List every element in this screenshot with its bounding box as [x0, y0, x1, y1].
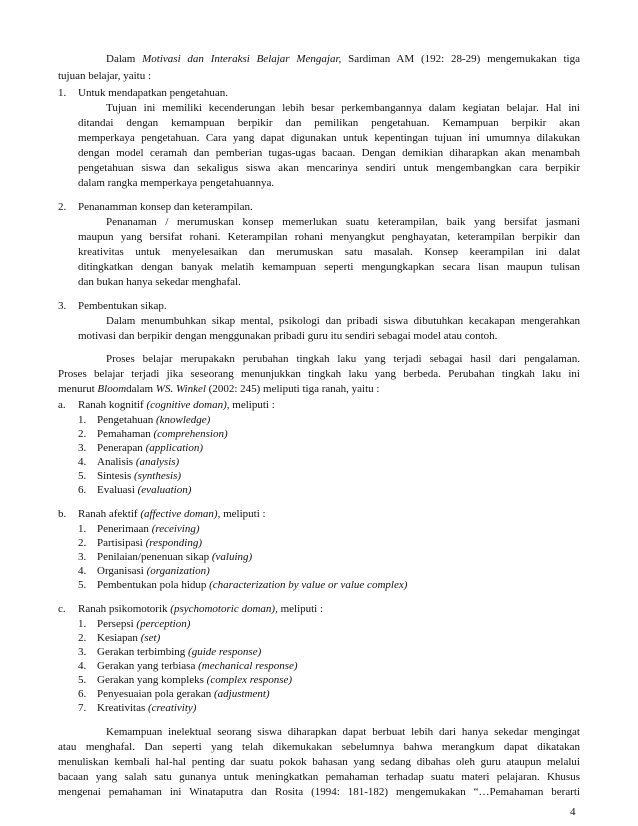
domain-letter: b. — [58, 508, 67, 520]
item-text: Penerimaan — [97, 523, 152, 535]
list-item-number: 4. — [78, 660, 87, 672]
list-item-number: 2. — [78, 537, 87, 549]
domain-name: Ranah psikomotorik — [78, 603, 171, 615]
item-text: Analisis — [97, 456, 136, 468]
domain-name: Ranah afektif — [78, 508, 141, 520]
intro-line-2: tujuan belajar, yaitu : — [58, 70, 152, 82]
item-english: (characterization by value or value complex) — [209, 579, 408, 591]
list-item — [97, 702, 196, 715]
item-text: Gerakan terbimbing — [97, 646, 189, 658]
domain-suffix: , meliputi : — [226, 399, 275, 411]
paragraph-line: Kemampuan inelektual seorang siswa diharapkan dapat berbuat lebih dari hanya sekedar mengingat — [106, 726, 580, 738]
domain-english: (cognitive doman) — [146, 399, 227, 411]
goal-body-line: maupun yang bersifat rohani. Keterampilan rohani menyangkut penghayatan, keterampilan berpikir dan — [78, 231, 580, 243]
item-text: Gerakan yang terbiasa — [97, 660, 199, 672]
list-item — [97, 565, 210, 578]
list-item-number: 5. — [78, 579, 87, 591]
paragraph-line: Proses belajar merupakakn perubahan tingkah laku yang terjadi sebagai hasil dari pengalaman. — [106, 353, 580, 365]
goal-body-line: pengetahuan siswa dan sekaligus siswa akan mencarinya sendiri untuk mengembangkan cara berpikir — [78, 162, 580, 174]
list-item-number: 3. — [78, 646, 87, 658]
paragraph-line: bacaan yang salah satu gunanya untuk meningkatkan pemahaman terhadap suatu materi pelajaran. Khusus — [58, 771, 580, 783]
domain-heading — [78, 399, 275, 412]
paragraph-line: atau menghafal. Dan seperti yang telah dikemukakan sebelumnya bahwa merangkum dapat dikatakan — [58, 741, 580, 753]
paragraph-line: Proses belajar terjadi jika seseorang menunjukkan tingkah laku yang berbeda. Perubahan tingkah laku ini — [58, 368, 580, 380]
item-text: Penilaian/penenuan sikap — [97, 551, 212, 563]
item-text: Partisipasi — [97, 537, 146, 549]
item-text: Penerapan — [97, 442, 146, 454]
list-item-number: 3. — [78, 551, 87, 563]
list-item — [97, 618, 190, 631]
domain-english: (psychomotoric doman), — [170, 603, 278, 615]
list-item — [97, 537, 202, 550]
text: (2002: 245) meliputi tiga ranah, yaitu : — [205, 383, 380, 395]
list-item — [97, 523, 200, 536]
goal-body-line: dan bukan hanya sekedar menghafal. — [78, 276, 241, 288]
item-english: (organization) — [146, 565, 210, 577]
text: menurut — [58, 383, 98, 395]
list-item-number: 3. — [78, 442, 87, 454]
book-title: Motivasi dan Interaksi Belajar Mengajar, — [142, 53, 342, 65]
item-text: Organisasi — [97, 565, 147, 577]
paragraph-line: mengenai pemahaman ini Winataputra dan Rosita (1994: 181-182) mengemukakan “…Pemahaman berarti — [58, 786, 580, 798]
goal-number: 1. — [58, 87, 67, 99]
list-item-number: 5. — [78, 674, 87, 686]
list-item — [97, 674, 292, 687]
goal-number: 3. — [58, 300, 67, 312]
item-english: (synthesis) — [133, 470, 182, 482]
item-english: (knowledge) — [155, 414, 211, 426]
item-text: Persepsi — [97, 618, 137, 630]
domain-name: Ranah kognitif — [78, 399, 147, 411]
goal-body-line: ditingkatkan dengan banyak melatih kemampuan seperti mengungkapkan secara lisan maupun tulisan — [78, 261, 580, 273]
goal-body-line: kreativitas untuk menyelesaikan dan merumuskan satu masalah. Konsep keerampilan ini dalat — [78, 246, 580, 258]
item-english: (evaluation) — [137, 484, 192, 496]
list-item — [97, 646, 261, 659]
list-item-number: 1. — [78, 414, 87, 426]
list-item-number: 4. — [78, 565, 87, 577]
text: dalam — [126, 383, 156, 395]
list-item-number: 7. — [78, 702, 87, 714]
item-english: (guide response) — [188, 646, 262, 658]
goal-body-line: Penanaman / merumuskan konsep memerlukan suatu keterampilan, baik yang bersifat jasmani — [106, 216, 580, 228]
list-item — [97, 688, 270, 701]
list-item-number: 5. — [78, 470, 87, 482]
domain-letter: c. — [58, 603, 66, 615]
list-item-number: 1. — [78, 523, 87, 535]
item-text: Pembentukan pola hidup — [97, 579, 210, 591]
list-item — [97, 414, 210, 427]
list-item-number: 6. — [78, 484, 87, 496]
goal-title: Pembentukan sikap. — [78, 300, 167, 312]
domain-english: (affective doman) — [140, 508, 218, 520]
list-item — [97, 632, 160, 645]
list-item-number: 6. — [78, 688, 87, 700]
item-english: (valuing) — [211, 551, 253, 563]
goal-number: 2. — [58, 201, 67, 213]
item-english: (set) — [140, 632, 161, 644]
item-english: (responding) — [145, 537, 203, 549]
domain-heading — [78, 508, 266, 521]
item-text: Kesiapan — [97, 632, 141, 644]
intro-line-1 — [106, 53, 580, 66]
item-english: (creativity) — [148, 702, 197, 714]
list-item — [97, 484, 191, 497]
domain-heading — [78, 603, 323, 616]
list-item — [97, 428, 228, 441]
goal-body-line: Tujuan ini memiliki kecenderungan lebih besar perkembangannya dalam kegiatan belajar. Hal ini — [106, 102, 580, 114]
goal-body-line: memperkaya pengetahuan. Cara yang dapat digunakan untuk kepentingan tujuan ini umumnya dilakukan — [78, 132, 580, 144]
list-item-number: 4. — [78, 456, 87, 468]
goal-body-line: Dalam menumbuhkan sikap mental, psikologi dan pribadi siswa dibutuhkan kecakapan mengerahkan — [106, 315, 580, 327]
item-text: Evaluasi — [97, 484, 138, 496]
goal-body-line: dengan model ceramah dan pemberian tugas-ugas bacaan. Dengan demikian diharapkan akan menambah — [78, 147, 580, 159]
list-item-number: 2. — [78, 428, 87, 440]
domain-suffix: meliputi : — [277, 603, 324, 615]
goal-body-line: dalam rangka memperkaya pengetahuannya. — [78, 177, 275, 189]
item-text: Sintesis — [97, 470, 134, 482]
goal-body-line: ditandai dengan kemampuan berpikir dan pemilikan pengetahuan. Kemampuan berpikir akan — [78, 117, 580, 129]
goal-title: Untuk mendapatkan pengetahuan. — [78, 87, 228, 99]
intro-text: Sardiman AM (192: 28-29) mengemukakan tiga — [341, 53, 580, 65]
domain-suffix: , meliputi : — [217, 508, 266, 520]
item-english: (mechanical response) — [198, 660, 298, 672]
item-english: (adjustment) — [213, 688, 270, 700]
list-item — [97, 470, 181, 483]
list-item-number: 1. — [78, 618, 87, 630]
item-text: Pengetahuan — [97, 414, 156, 426]
list-item — [97, 456, 179, 469]
item-english: (receiving) — [151, 523, 200, 535]
item-english: (perception) — [136, 618, 191, 630]
list-item — [97, 660, 298, 673]
item-text: Gerakan yang kompleks — [97, 674, 207, 686]
item-text: Pemahaman — [97, 428, 154, 440]
author-name: Bloom — [97, 383, 127, 395]
item-english: (analysis) — [135, 456, 180, 468]
list-item-number: 2. — [78, 632, 87, 644]
goal-body-line: motivasi dan berpikir dengan menggunakan pribadi guru itu sendiri sebagai model atau contoh. — [78, 330, 498, 342]
intro-text: Dalam — [106, 53, 143, 65]
paragraph-line — [58, 383, 379, 396]
item-english: (complex response) — [206, 674, 293, 686]
item-english: (application) — [145, 442, 203, 454]
list-item — [97, 551, 252, 564]
page-number: 4 — [570, 806, 576, 818]
list-item — [97, 579, 407, 592]
item-text: Kreativitas — [97, 702, 149, 714]
item-english: (comprehension) — [153, 428, 228, 440]
item-text: Penyesuaian pola gerakan — [97, 688, 214, 700]
list-item — [97, 442, 203, 455]
author-name: WS. Winkel — [155, 383, 206, 395]
domain-letter: a. — [58, 399, 66, 411]
paragraph-line: menuliskan kembali hal-hal penting dar suatu pokok bahasan yang sedang dibahas oleh guru ataupun melalui — [58, 756, 580, 768]
goal-title: Penanamman konsep dan keterampilan. — [78, 201, 253, 213]
